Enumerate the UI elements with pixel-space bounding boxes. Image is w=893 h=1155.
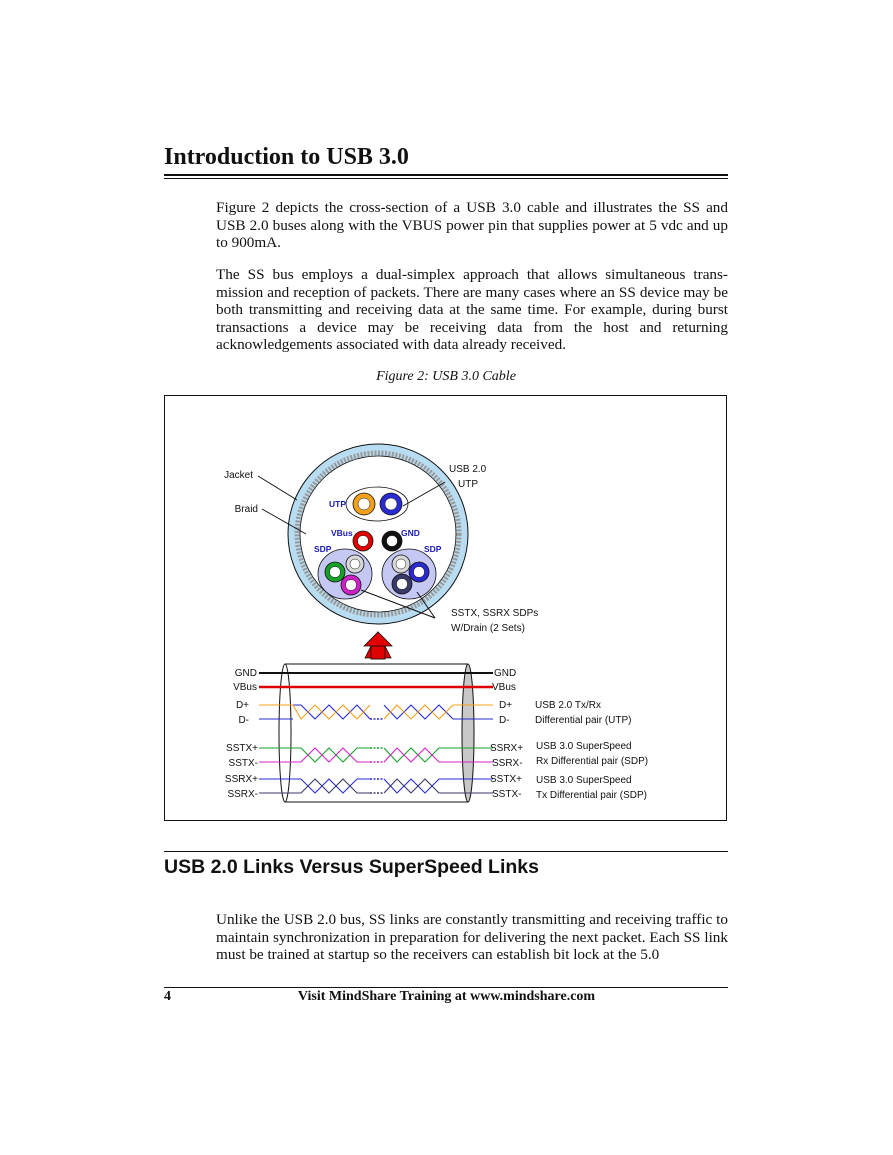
title-rule-thin (164, 178, 728, 179)
left-label-ssrx-plus: SSRX+ (224, 774, 258, 785)
section-paragraph: Unlike the USB 2.0 bus, SS links are constantly transmitting and receiving traffic to maintain synchronization in preparation for delivering the next packet. Each SS link must be trained at startup so the receivers can establish bit lock at the 5.0 (216, 911, 728, 963)
arrow-head (364, 632, 392, 646)
desc-rx-line1: USB 3.0 SuperSpeed (536, 741, 632, 752)
left-label-sstx-minus: SSTX- (228, 758, 258, 769)
right-label-vbus: VBus (492, 682, 516, 693)
right-label-sstx-minus: SSTX- (492, 789, 522, 800)
right-label-gnd: GND (494, 668, 517, 679)
arrow-stem (371, 646, 385, 659)
desc-usb20-line1: USB 2.0 Tx/Rx (535, 700, 601, 711)
right-label-ssrx-plus: SSRX+ (490, 743, 524, 754)
jacket-leader (258, 476, 297, 500)
braid-label: Braid (234, 504, 258, 515)
cable-right-end (462, 664, 474, 802)
cable-side-view (259, 664, 493, 802)
footer-text: Visit MindShare Training at www.mindshare.com (297, 989, 596, 1004)
left-label-sstx-plus: SSTX+ (226, 743, 258, 754)
right-label-ssrx-minus: SSRX- (492, 758, 523, 769)
cable-left-end (279, 664, 291, 802)
left-label-dplus: D+ (235, 700, 249, 711)
title-rule-thick (164, 174, 728, 176)
left-label-dminus: D- (238, 715, 249, 726)
left-label-gnd: GND (234, 668, 257, 679)
utp-label: UTP (329, 499, 346, 509)
vbus-pair-label: VBus (331, 528, 353, 538)
jacket-label: Jacket (224, 470, 253, 481)
desc-usb20-line2: Differential pair (UTP) (535, 715, 632, 726)
paragraph-1: Figure 2 depicts the cross-section of a USB 3.0 cable and illustrates the SS and USB 2.0 buses along with the VBUS power pin that supplies power at 5 vdc and up to 900mA. (216, 199, 728, 251)
footer-rule (164, 987, 728, 988)
cable-cross-section (224, 444, 538, 634)
section-title: USB 2.0 Links Versus SuperSpeed Links (164, 856, 539, 878)
chapter-title: Introduction to USB 3.0 (164, 144, 409, 170)
left-label-vbus: VBus (233, 682, 257, 693)
page-number: 4 (164, 989, 171, 1004)
usb-cable-diagram (165, 396, 728, 822)
usb-cable-figure (164, 395, 727, 821)
usb20-label: USB 2.0 (449, 464, 487, 475)
right-label-dplus: D+ (499, 700, 513, 711)
desc-tx-line2: Tx Differential pair (SDP) (536, 790, 647, 801)
section-rule (164, 851, 728, 852)
right-label-dminus: D- (499, 715, 510, 726)
usb20-utp-label: UTP (458, 479, 478, 490)
right-label-sstx-plus: SSTX+ (490, 774, 522, 785)
sdp-left-label: SDP (314, 544, 332, 554)
sstx-ssrx-label: SSTX, SSRX SDPs (451, 608, 539, 619)
gnd-pair-label: GND (401, 528, 420, 538)
sdp-right-label: SDP (424, 544, 442, 554)
drain-label: W/Drain (2 Sets) (451, 623, 525, 634)
figure-caption: Figure 2: USB 3.0 Cable (376, 369, 516, 384)
desc-tx-line1: USB 3.0 SuperSpeed (536, 775, 632, 786)
left-label-ssrx-minus: SSRX- (227, 789, 258, 800)
paragraph-2: The SS bus employs a dual-simplex approach that allows simultaneous trans-mission and reception of packets. There are many cases where an SS device may be both transmitting and receiving data at the same time. For example, during burst transactions a device may be receiving data from the host and returning acknowledgements associated with data already received. (216, 266, 728, 353)
desc-rx-line2: Rx Differential pair (SDP) (536, 756, 649, 767)
